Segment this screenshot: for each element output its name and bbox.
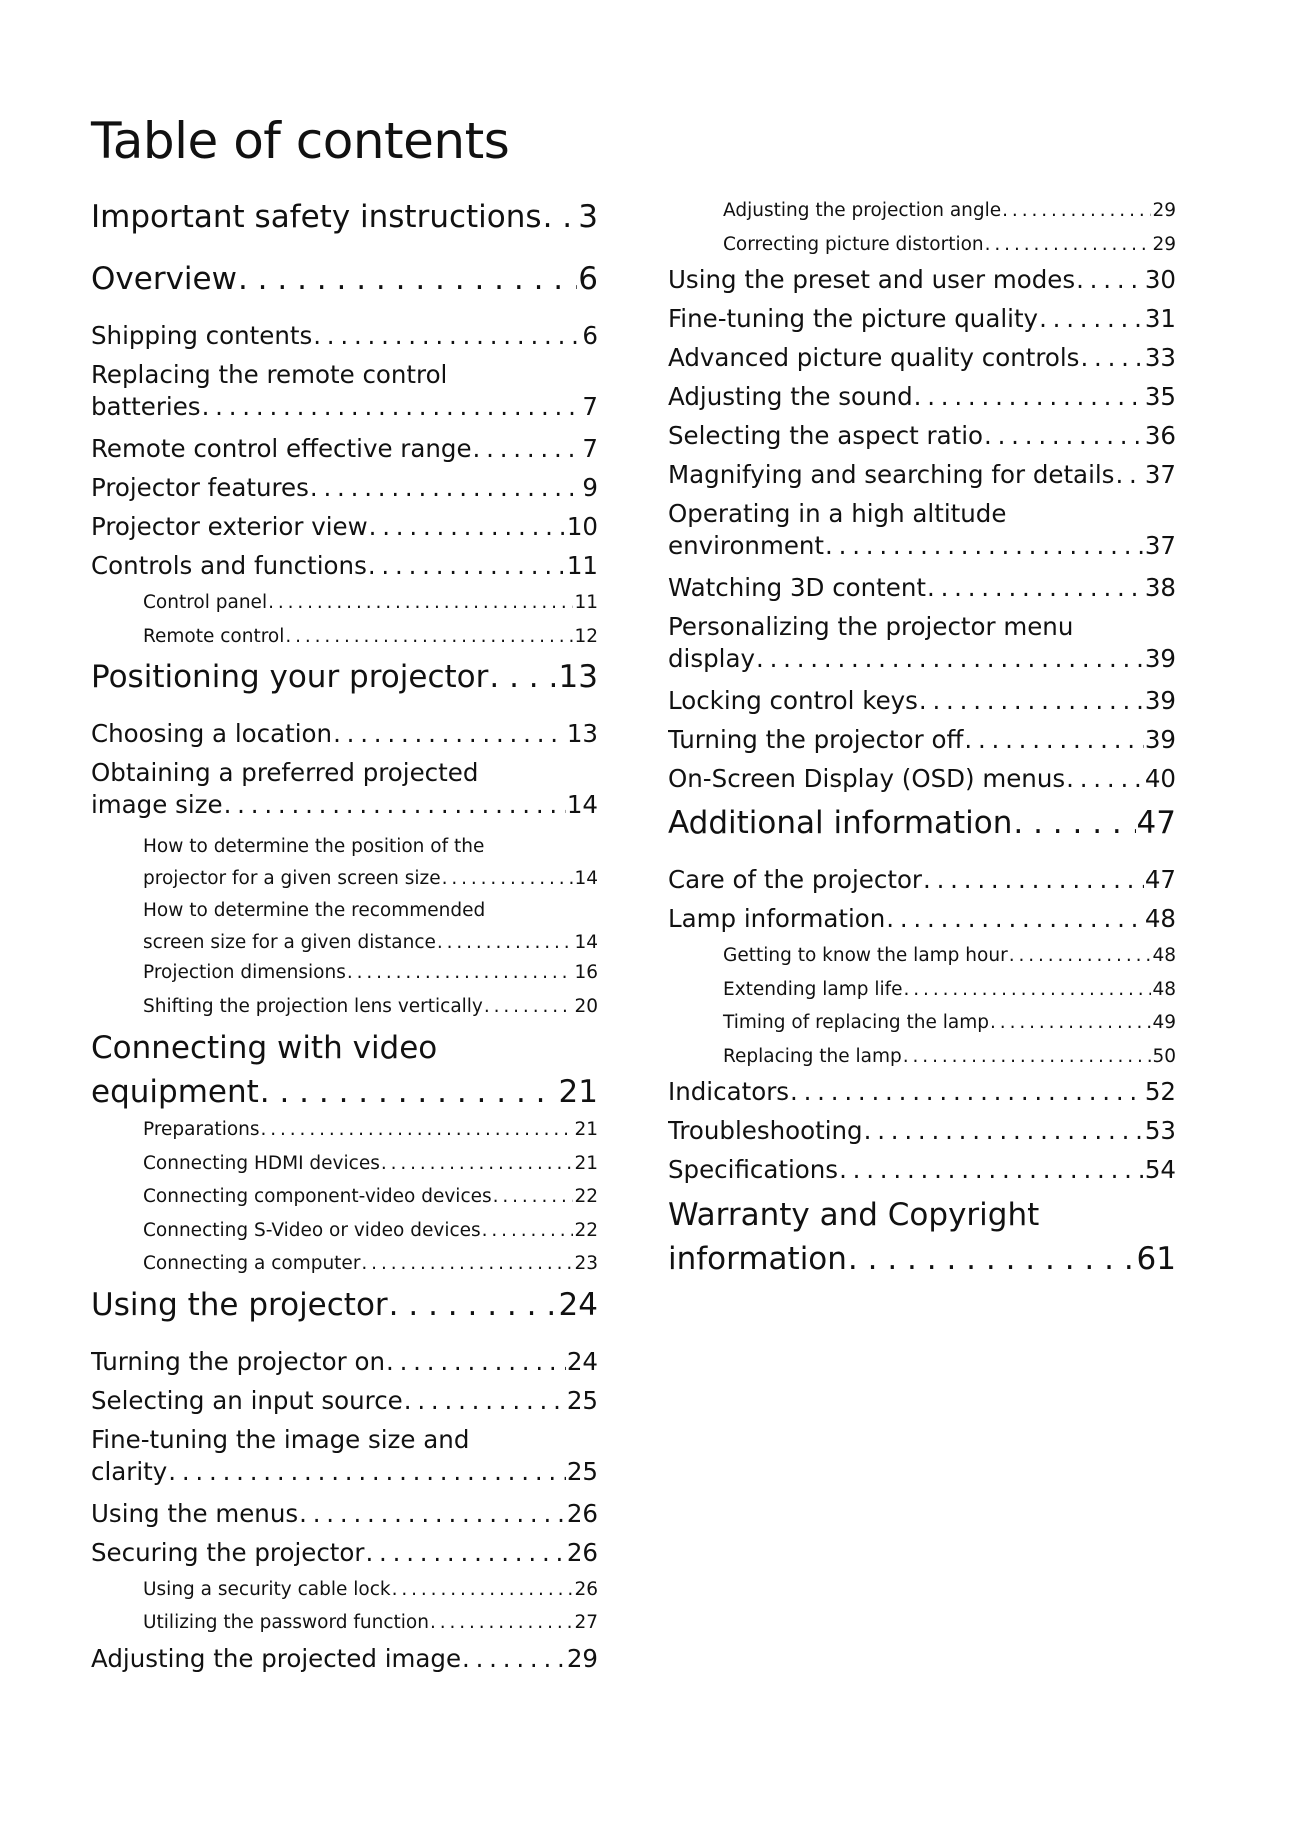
toc-page-number: 29 <box>1152 200 1176 221</box>
toc-entry[interactable] <box>668 197 1176 231</box>
toc-page-number: 61 <box>1136 1241 1176 1277</box>
toc-page-number: 9 <box>582 473 598 502</box>
toc-leader-dots <box>848 1237 1136 1281</box>
toc-leader-dots <box>923 864 1144 896</box>
toc-page-number: 48 <box>1152 978 1176 1000</box>
toc-leader-dots <box>914 381 1144 413</box>
toc-page-number: 48 <box>1152 945 1176 966</box>
toc-page-number: 26 <box>566 1498 598 1528</box>
toc-page-number: 50 <box>1152 1045 1176 1067</box>
toc-entry-title: Choosing a location <box>91 719 333 748</box>
toc-leader-dots <box>484 993 574 1021</box>
toc-page-number: 11 <box>566 551 598 580</box>
toc-entry-title: Adjusting the projection angle <box>723 200 1002 221</box>
toc-page-number: 27 <box>574 1612 598 1633</box>
toc-entry[interactable] <box>91 1250 598 1284</box>
toc-entry-title: Selecting the aspect ratio <box>668 421 984 450</box>
toc-entry-title-line2: screen size for a given distance <box>143 932 436 953</box>
toc-entry[interactable] <box>91 718 598 757</box>
toc-entry-title: Replacing the lamp <box>723 1045 902 1067</box>
toc-entry-title: Projector features <box>91 473 309 502</box>
toc-entry-title: Correcting picture distortion <box>723 233 984 255</box>
toc-entry-title: Utilizing the password function <box>143 1612 429 1633</box>
toc-entry[interactable] <box>91 1609 598 1643</box>
toc-leader-dots <box>839 1154 1144 1186</box>
toc-page-number: 25 <box>566 1456 598 1486</box>
toc-entry[interactable] <box>668 264 1176 303</box>
toc-leader-dots <box>964 724 1143 756</box>
toc-entry-title: Connecting HDMI devices <box>143 1152 380 1174</box>
toc-leader-dots <box>268 589 573 617</box>
toc-entry[interactable] <box>668 572 1176 611</box>
toc-entry-title: Magnifying and searching for details <box>668 460 1115 489</box>
toc-entry-title: Lamp information <box>668 904 886 933</box>
toc-leader-dots <box>261 1116 574 1144</box>
toc-leader-dots <box>361 1250 573 1278</box>
toc-entry[interactable] <box>91 1217 598 1251</box>
toc-leader-dots <box>310 472 582 504</box>
toc-entry-title-line2-row <box>91 789 598 821</box>
toc-page-number: 48 <box>1144 904 1176 933</box>
toc-page-number: 21 <box>558 1074 598 1110</box>
toc-page-number: 14 <box>574 932 598 953</box>
toc-page-number: 39 <box>1144 725 1176 754</box>
toc-page-number: 14 <box>574 868 598 889</box>
toc-leader-dots <box>462 1643 566 1675</box>
toc-leader-dots <box>365 1537 565 1569</box>
toc-entry[interactable] <box>668 381 1176 420</box>
toc-entry[interactable] <box>91 472 598 511</box>
toc-leader-dots <box>1076 264 1144 296</box>
toc-page-number: 29 <box>566 1643 598 1673</box>
toc-leader-dots <box>903 1043 1152 1071</box>
toc-entry[interactable] <box>91 1576 598 1610</box>
toc-page-number: 24 <box>558 1286 598 1323</box>
toc-page-number: 38 <box>1144 573 1176 602</box>
toc-leader-dots <box>756 643 1144 675</box>
toc-leader-dots <box>313 320 581 352</box>
toc-entry-title: Projector exterior view <box>91 512 368 541</box>
toc-page-number: 23 <box>574 1253 598 1274</box>
toc-entry[interactable] <box>668 1115 1176 1154</box>
toc-leader-dots <box>482 1217 574 1245</box>
toc-entry[interactable] <box>91 1183 598 1217</box>
toc-page-number: 7 <box>582 392 598 421</box>
toc-entry-title: Connecting a computer <box>143 1253 361 1274</box>
toc-page-number: 22 <box>574 1186 598 1207</box>
toc-leader-dots <box>442 863 574 895</box>
toc-entry-title: Shipping contents <box>91 321 313 350</box>
toc-entry[interactable] <box>91 320 598 359</box>
toc-entry[interactable] <box>91 433 598 472</box>
toc-right-column <box>668 197 1176 1283</box>
toc-leader-dots <box>904 976 1152 1004</box>
toc-page-number: 47 <box>1144 865 1176 894</box>
toc-entry-title-line2: display <box>668 644 755 673</box>
toc-entry[interactable] <box>91 1537 598 1576</box>
toc-page-number: 21 <box>574 1152 598 1174</box>
toc-page-number: 53 <box>1144 1116 1176 1145</box>
toc-entry-title: Important safety instructions <box>91 199 542 235</box>
toc-entry-title-line2-row <box>143 863 598 895</box>
toc-page-number: 6 <box>582 321 598 350</box>
toc-page-number: 49 <box>1152 1012 1176 1033</box>
toc-page-number: 54 <box>1144 1155 1176 1184</box>
toc-page-number: 36 <box>1144 421 1176 450</box>
toc-page-number: 13 <box>558 659 598 695</box>
toc-entry[interactable] <box>668 231 1176 265</box>
toc-entry[interactable] <box>668 942 1176 976</box>
toc-page-number: 33 <box>1144 343 1176 372</box>
toc-entry[interactable] <box>668 1154 1176 1193</box>
toc-entry[interactable] <box>668 685 1176 724</box>
toc-entry-title-line2: projector for a given screen size <box>143 868 441 889</box>
toc-page-number: 7 <box>582 434 598 463</box>
toc-entry[interactable] <box>91 656 598 718</box>
toc-entry-title: On-Screen Display (OSD) menus <box>668 764 1066 793</box>
toc-page-number: 30 <box>1144 265 1176 294</box>
toc-entry-title: Positioning your projector <box>91 659 489 695</box>
toc-leader-dots <box>543 196 578 238</box>
toc-entry-title: Advanced picture quality controls <box>668 343 1080 372</box>
toc-leader-dots <box>238 258 577 300</box>
toc-entry[interactable] <box>668 724 1176 763</box>
toc-leader-dots <box>489 656 557 698</box>
toc-page-number: 12 <box>574 625 598 647</box>
toc-left-column <box>91 196 598 1682</box>
toc-entry-title: Connecting S-Video or video devices <box>143 1219 481 1241</box>
toc-entry-title-line1: How to determine the position of the <box>143 836 485 857</box>
toc-page-number: 14 <box>566 790 598 819</box>
toc-leader-dots <box>386 1346 566 1378</box>
toc-page-number: 35 <box>1144 382 1176 411</box>
toc-entry[interactable] <box>91 589 598 623</box>
toc-entry-title: Selecting an input source <box>91 1385 403 1415</box>
toc-entry[interactable] <box>91 1346 598 1385</box>
toc-entry[interactable] <box>668 903 1176 942</box>
toc-leader-dots <box>202 391 582 423</box>
toc-entry[interactable] <box>91 550 598 589</box>
toc-entry-title: Projection dimensions <box>143 962 346 983</box>
toc-page-number: 25 <box>566 1385 598 1415</box>
toc-page-number: 31 <box>1144 304 1176 333</box>
toc-entry[interactable] <box>668 1193 1176 1283</box>
toc-entry[interactable] <box>668 864 1176 903</box>
page-title: Table of contents <box>91 112 510 170</box>
toc-page-number: 40 <box>1144 764 1176 793</box>
toc-entry-title-line2: batteries <box>91 392 201 421</box>
toc-leader-dots <box>1002 197 1151 225</box>
toc-entry-title: Fine-tuning the picture quality <box>668 304 1039 333</box>
toc-page-number: 11 <box>574 592 598 613</box>
toc-entry-title-line1: Connecting with video <box>91 1030 438 1066</box>
toc-leader-dots <box>1080 342 1143 374</box>
toc-entry-title-line1: Fine-tuning the image size and <box>91 1424 470 1454</box>
toc-entry-title-line1: Personalizing the projector menu <box>668 612 1074 641</box>
toc-page-number: 52 <box>1144 1077 1176 1106</box>
toc-entry[interactable] <box>668 976 1176 1010</box>
toc-leader-dots <box>825 530 1144 562</box>
toc-entry-title-line2: information <box>668 1241 847 1277</box>
toc-entry-title: Overview <box>91 261 237 297</box>
toc-leader-dots <box>404 1385 566 1417</box>
toc-entry-title: Connecting component-video devices <box>143 1186 492 1207</box>
toc-entry-title: Watching 3D content <box>668 573 926 602</box>
toc-entry[interactable] <box>91 1150 598 1184</box>
toc-entry-title: Getting to know the lamp hour <box>723 945 1008 966</box>
toc-entry-title-line2-row <box>91 1456 598 1488</box>
toc-page-number: 20 <box>574 995 598 1017</box>
toc-leader-dots <box>493 1183 574 1211</box>
toc-entry-title: Using the preset and user modes <box>668 265 1076 294</box>
toc-entry-title-line2-row <box>668 643 1176 675</box>
toc-page-number: 6 <box>578 261 598 297</box>
toc-leader-dots <box>168 1456 566 1488</box>
toc-entry[interactable] <box>91 1643 598 1682</box>
toc-leader-dots <box>473 433 582 465</box>
toc-entry-title-line2-row <box>91 1070 598 1114</box>
toc-entry[interactable] <box>91 359 598 433</box>
toc-entry-title: Timing of replacing the lamp <box>723 1012 990 1033</box>
toc-entry-title-line1: Operating in a high altitude <box>668 499 1007 528</box>
toc-leader-dots <box>927 572 1144 604</box>
toc-page-number: 3 <box>578 199 598 235</box>
toc-entry[interactable] <box>668 459 1176 498</box>
toc-leader-dots <box>984 420 1144 452</box>
toc-page-number: 39 <box>1144 686 1176 715</box>
toc-entry[interactable] <box>668 1076 1176 1115</box>
toc-entry-title: Locking control keys <box>668 686 918 715</box>
toc-leader-dots <box>919 685 1144 717</box>
toc-entry-title-line2: environment <box>668 531 825 560</box>
toc-page-number: 47 <box>1136 805 1176 841</box>
toc-entry[interactable] <box>668 763 1176 802</box>
toc-entry[interactable] <box>668 802 1176 864</box>
toc-leader-dots <box>347 959 574 987</box>
toc-entry-title-line1: Warranty and Copyright <box>668 1197 1040 1233</box>
toc-leader-dots <box>389 1284 558 1326</box>
toc-entry-title-line1: Replacing the remote control <box>91 360 448 389</box>
toc-entry-title: Adjusting the projected image <box>91 1643 462 1673</box>
toc-entry-title: Using the menus <box>91 1498 299 1528</box>
toc-entry-title: Indicators <box>668 1077 790 1106</box>
toc-entry-title: Additional information <box>668 805 1013 841</box>
toc-entry-title: Troubleshooting <box>668 1116 863 1145</box>
toc-entry[interactable] <box>91 1385 598 1424</box>
toc-entry[interactable] <box>91 895 598 959</box>
toc-page-number: 29 <box>1152 233 1176 255</box>
toc-entry[interactable] <box>668 1043 1176 1077</box>
toc-entry[interactable] <box>668 1009 1176 1043</box>
toc-page-number: 24 <box>566 1346 598 1376</box>
toc-entry-title: Controls and functions <box>91 551 367 580</box>
toc-leader-dots <box>1039 303 1144 335</box>
toc-leader-dots <box>392 1576 574 1604</box>
toc-entry-title-line1: Obtaining a preferred projected <box>91 758 479 787</box>
toc-entry[interactable] <box>91 959 598 993</box>
toc-entry[interactable] <box>91 511 598 550</box>
toc-entry-title: Preparations <box>143 1119 260 1140</box>
toc-page-number: 37 <box>1144 460 1176 489</box>
toc-leader-dots <box>224 789 566 821</box>
toc-entry-title-line2-row <box>91 391 598 423</box>
toc-page-number: 37 <box>1144 531 1176 560</box>
toc-entry[interactable] <box>91 623 598 657</box>
toc-entry[interactable] <box>91 1116 598 1150</box>
toc-entry[interactable] <box>91 1026 598 1116</box>
toc-entry[interactable] <box>668 420 1176 459</box>
toc-leader-dots <box>1013 802 1135 844</box>
toc-entry-title: Securing the projector <box>91 1537 365 1567</box>
toc-leader-dots <box>285 623 573 651</box>
toc-entry-title: Care of the projector <box>668 865 923 894</box>
toc-page-number: 21 <box>574 1119 598 1140</box>
toc-entry-title-line2-row <box>668 1237 1176 1281</box>
toc-entry-title-line2: equipment <box>91 1074 259 1110</box>
toc-leader-dots <box>1115 459 1143 491</box>
toc-page-number: 10 <box>566 512 598 541</box>
toc-entry[interactable] <box>668 342 1176 381</box>
toc-entry[interactable] <box>91 993 598 1027</box>
toc-page-number: 22 <box>574 1219 598 1241</box>
toc-leader-dots <box>790 1076 1144 1108</box>
toc-leader-dots <box>430 1609 574 1637</box>
toc-page-number: 13 <box>566 719 598 748</box>
toc-leader-dots <box>369 511 566 543</box>
toc-leader-dots <box>1066 763 1144 795</box>
toc-leader-dots <box>260 1070 558 1114</box>
toc-leader-dots <box>1009 942 1152 970</box>
toc-entry-title: Extending lamp life <box>723 978 903 1000</box>
toc-leader-dots <box>864 1115 1144 1147</box>
toc-entry-title: Shifting the projection lens vertically <box>143 995 483 1017</box>
toc-entry[interactable] <box>668 611 1176 685</box>
toc-entry-title-line1: How to determine the recommended <box>143 900 486 921</box>
toc-page-number: 39 <box>1144 644 1176 673</box>
toc-leader-dots <box>299 1498 566 1530</box>
toc-entry-title: Specifications <box>668 1155 839 1184</box>
toc-entry-title-line2: image size <box>91 790 223 819</box>
toc-entry[interactable] <box>91 258 598 320</box>
toc-entry-title: Remote control <box>143 625 285 647</box>
toc-entry[interactable] <box>91 757 598 831</box>
toc-entry[interactable] <box>91 196 598 258</box>
toc-leader-dots <box>886 903 1144 935</box>
toc-entry[interactable] <box>91 1498 598 1537</box>
toc-page-number: 16 <box>574 962 598 983</box>
toc-entry-title: Using the projector <box>91 1286 388 1323</box>
toc-leader-dots <box>333 718 566 750</box>
toc-entry[interactable] <box>91 1424 598 1498</box>
toc-entry[interactable] <box>91 831 598 895</box>
toc-page-number: 26 <box>574 1578 598 1600</box>
toc-leader-dots <box>381 1150 574 1178</box>
toc-leader-dots <box>990 1009 1151 1037</box>
toc-entry-title: Control panel <box>143 592 268 613</box>
toc-entry-title: Adjusting the sound <box>668 382 913 411</box>
toc-entry[interactable] <box>91 1284 598 1346</box>
toc-entry[interactable] <box>668 498 1176 572</box>
toc-leader-dots <box>437 927 574 959</box>
toc-leader-dots <box>985 231 1152 259</box>
toc-leader-dots <box>368 550 566 582</box>
toc-entry-title: Remote control effective range <box>91 434 472 463</box>
toc-entry[interactable] <box>668 303 1176 342</box>
toc-entry-title-line2-row <box>668 530 1176 562</box>
toc-entry-title: Using a security cable lock <box>143 1578 391 1600</box>
toc-entry-title-line2-row <box>143 927 598 959</box>
toc-entry-title: Turning the projector on <box>91 1346 386 1376</box>
toc-entry-title: Turning the projector off <box>668 725 964 754</box>
toc-entry-title-line2: clarity <box>91 1456 168 1486</box>
toc-page-number: 26 <box>566 1537 598 1567</box>
